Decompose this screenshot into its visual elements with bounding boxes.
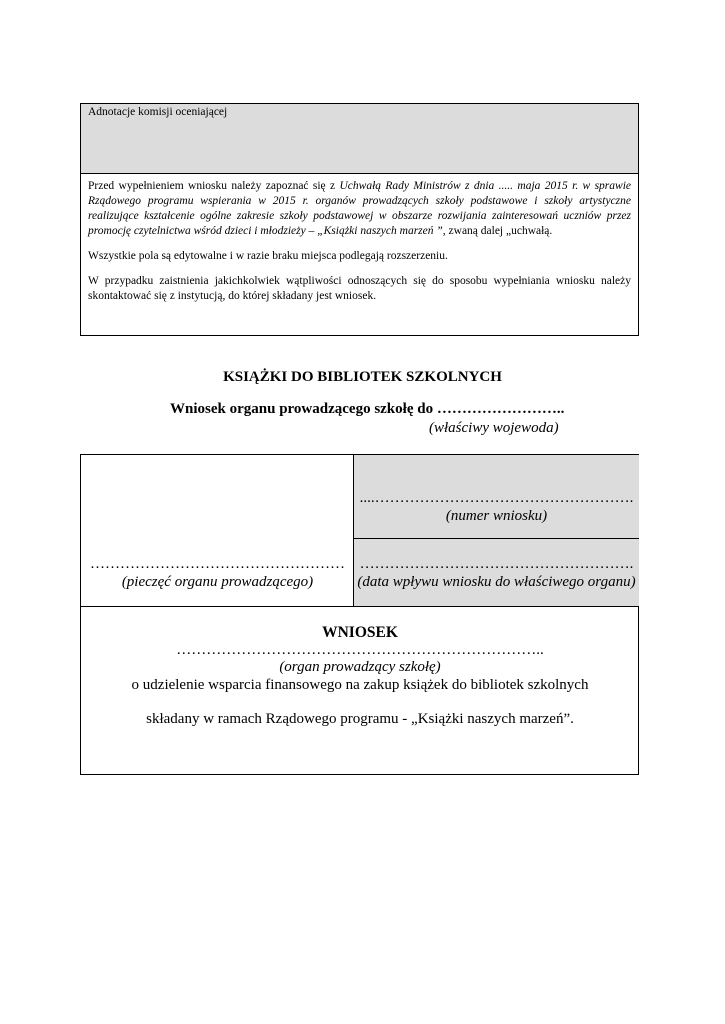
organ-dots[interactable]: ……………………………………………………………….. bbox=[176, 641, 544, 658]
request-section bbox=[81, 606, 639, 775]
number-dots: ....……………………………………………. bbox=[359, 490, 634, 506]
program-line: składany w ramach Rządowego programu - „Książki naszych marzeń”. bbox=[146, 711, 574, 727]
date-label: (data wpływu wniosku do właściwego organu) bbox=[357, 574, 636, 590]
receipt-date-field[interactable] bbox=[354, 539, 639, 606]
annotation-box[interactable] bbox=[80, 103, 639, 174]
number-label: (numer wniosku) bbox=[445, 508, 548, 524]
stamp-label: (pieczęć organu prowadzącego) bbox=[121, 574, 314, 590]
request-title: WNIOSEK bbox=[322, 624, 398, 641]
application-number-field[interactable] bbox=[354, 455, 639, 539]
instructions-paragraph-3: W przypadku zaistnienia jakichkolwiek wątpliwości odnoszących się do sposobu wypełniania wniosku należy skontaktować się z instytucją, do której składany jest wniosek. bbox=[88, 275, 631, 302]
section-title: KSIĄŻKI DO BIBLIOTEK SZKOLNYCH bbox=[223, 369, 502, 385]
stamp-field[interactable] bbox=[81, 455, 354, 606]
resolution-reference: Uchwałą Rady Ministrów z dnia ..... maja 2015 r. w sprawie Rządowego programu wspierania w 2015 r. organów prowadzących szkoły podstawowe i szkoły artystyczne realizujące kształcenie ogólne zakresie szkoły podstawowej w obszarze rozwijania zainteresowań uczniów przez promocję czytelnictwa wśród dzieci i młodzieży – „Książki naszych marzeń ”, bbox=[88, 180, 632, 237]
instructions-paragraph-1: Przed wypełnieniem wniosku należy zapoznać się z Uchwałą Rady Ministrów z dnia ..... maja 2015 r. w sprawie Rządowego programu wspierania w 2015 r. organów prowadzących szkoły podstawowe i szkoły artystyczne realizujące kształcenie ogólne zakresie szkoły podstawowej w obszarze rozwijania zainteresowań uczniów przez promocję czytelnictwa wśród dzieci i młodzieży – „Książki naszych marzeń ”, zwaną dalej „uchwałą. bbox=[88, 180, 632, 237]
request-line: Wniosek organu prowadzącego szkołę do …………………….. bbox=[170, 401, 565, 417]
request-purpose: o udzielenie wsparcia finansowego na zakup książek do bibliotek szkolnych bbox=[131, 676, 589, 693]
organ-label: (organ prowadzący szkołę) bbox=[279, 659, 441, 675]
application-form bbox=[80, 454, 639, 775]
stamp-dots: …………………………………………… bbox=[90, 556, 345, 572]
date-dots: ………………………………………………. bbox=[359, 556, 634, 572]
instructions-box bbox=[80, 173, 639, 336]
instructions-paragraph-2: Wszystkie pola są edytowalne i w razie braku miejsca podlegają rozszerzeniu. bbox=[88, 250, 448, 262]
annotation-label: Adnotacje komisji oceniającej bbox=[88, 106, 228, 118]
voivode-note: (właściwy wojewoda) bbox=[429, 420, 559, 436]
